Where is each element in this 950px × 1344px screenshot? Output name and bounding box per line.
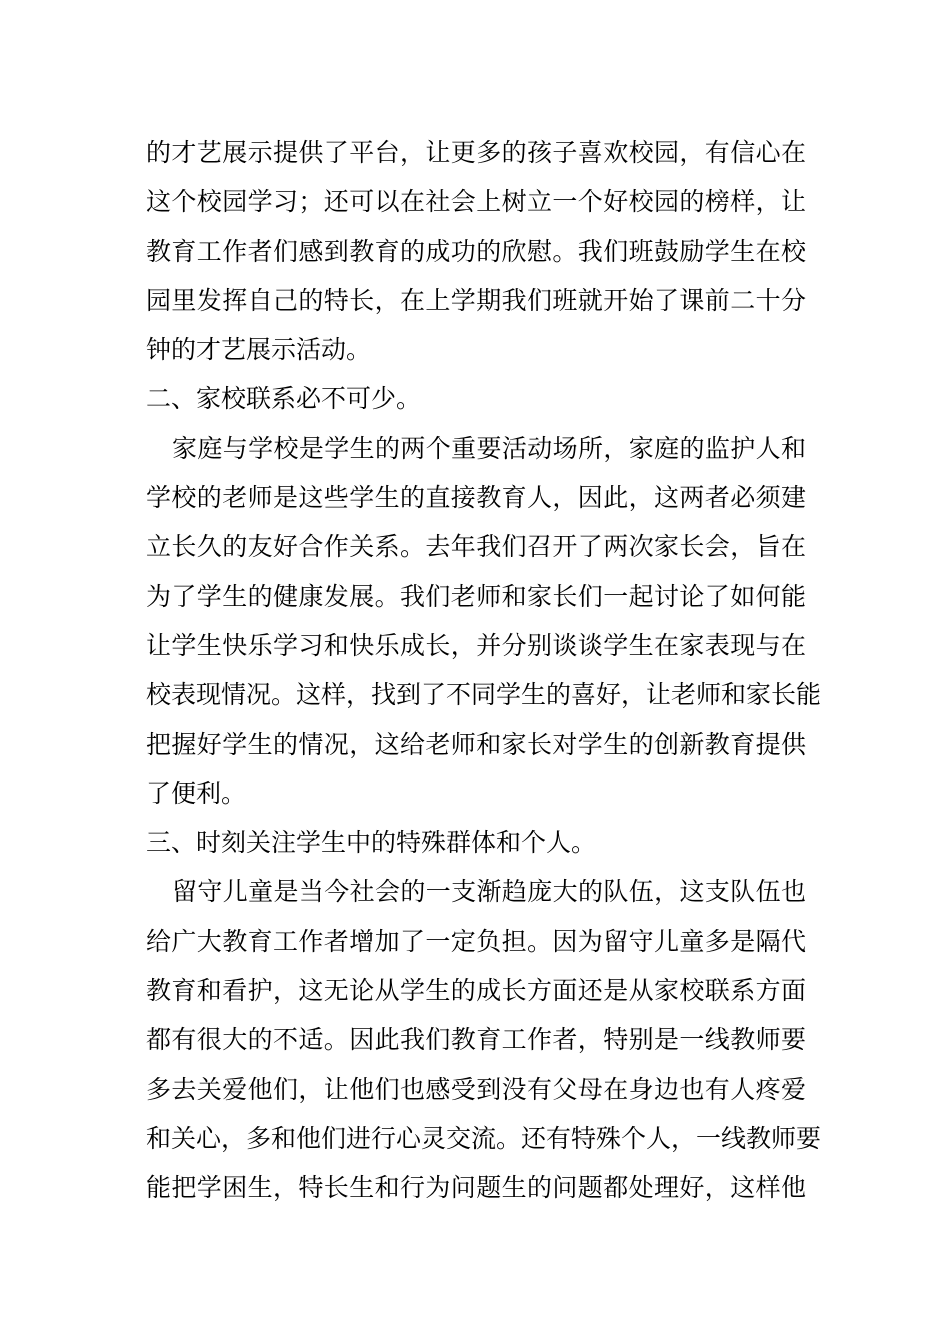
text-line: 学校的老师是这些学生的直接教育人，因此，这两者必须建 xyxy=(146,483,806,513)
text-line: 教育工作者们感到教育的成功的欣慰。我们班鼓励学生在校 xyxy=(146,236,806,266)
text-line: 留守儿童是当今社会的一支渐趋庞大的队伍，这支队伍也 xyxy=(172,877,806,907)
text-line: 校表现情况。这样，找到了不同学生的喜好，让老师和家长能 xyxy=(146,680,822,710)
text-line: 能把学困生，特长生和行为问题生的问题都处理好，这样他 xyxy=(146,1173,806,1203)
text-line: 为了学生的健康发展。我们老师和家长们一起讨论了如何能 xyxy=(146,581,806,611)
text-line: 二、家校联系必不可少。 xyxy=(146,384,422,414)
text-line: 三、时刻关注学生中的特殊群体和个人。 xyxy=(146,828,597,858)
text-line: 这个校园学习；还可以在社会上树立一个好校园的榜样，让 xyxy=(146,187,806,217)
text-line: 了便利。 xyxy=(146,778,247,808)
text-line: 教育和看护，这无论从学生的成长方面还是从家校联系方面 xyxy=(146,976,806,1006)
text-line: 多去关爱他们，让他们也感受到没有父母在身边也有人疼爱 xyxy=(146,1074,806,1104)
text-line: 家庭与学校是学生的两个重要活动场所，家庭的监护人和 xyxy=(172,433,806,463)
text-line: 把握好学生的情况，这给老师和家长对学生的创新教育提供 xyxy=(146,729,806,759)
text-line: 都有很大的不适。因此我们教育工作者，特别是一线教师要 xyxy=(146,1025,806,1055)
text-line: 的才艺展示提供了平台，让更多的孩子喜欢校园，有信心在 xyxy=(146,138,806,167)
text-line: 园里发挥自己的特长，在上学期我们班就开始了课前二十分 xyxy=(146,285,806,315)
text-line: 和关心，多和他们进行心灵交流。还有特殊个人，一线教师要 xyxy=(146,1123,822,1153)
document-page xyxy=(146,128,822,1213)
text-line: 让学生快乐学习和快乐成长，并分别谈谈学生在家表现与在 xyxy=(146,630,806,660)
text-line: 给广大教育工作者增加了一定负担。因为留守儿童多是隔代 xyxy=(146,926,806,956)
text-line: 立长久的友好合作关系。去年我们召开了两次家长会，旨在 xyxy=(146,532,806,562)
text-line: 钟的才艺展示活动。 xyxy=(146,335,372,365)
